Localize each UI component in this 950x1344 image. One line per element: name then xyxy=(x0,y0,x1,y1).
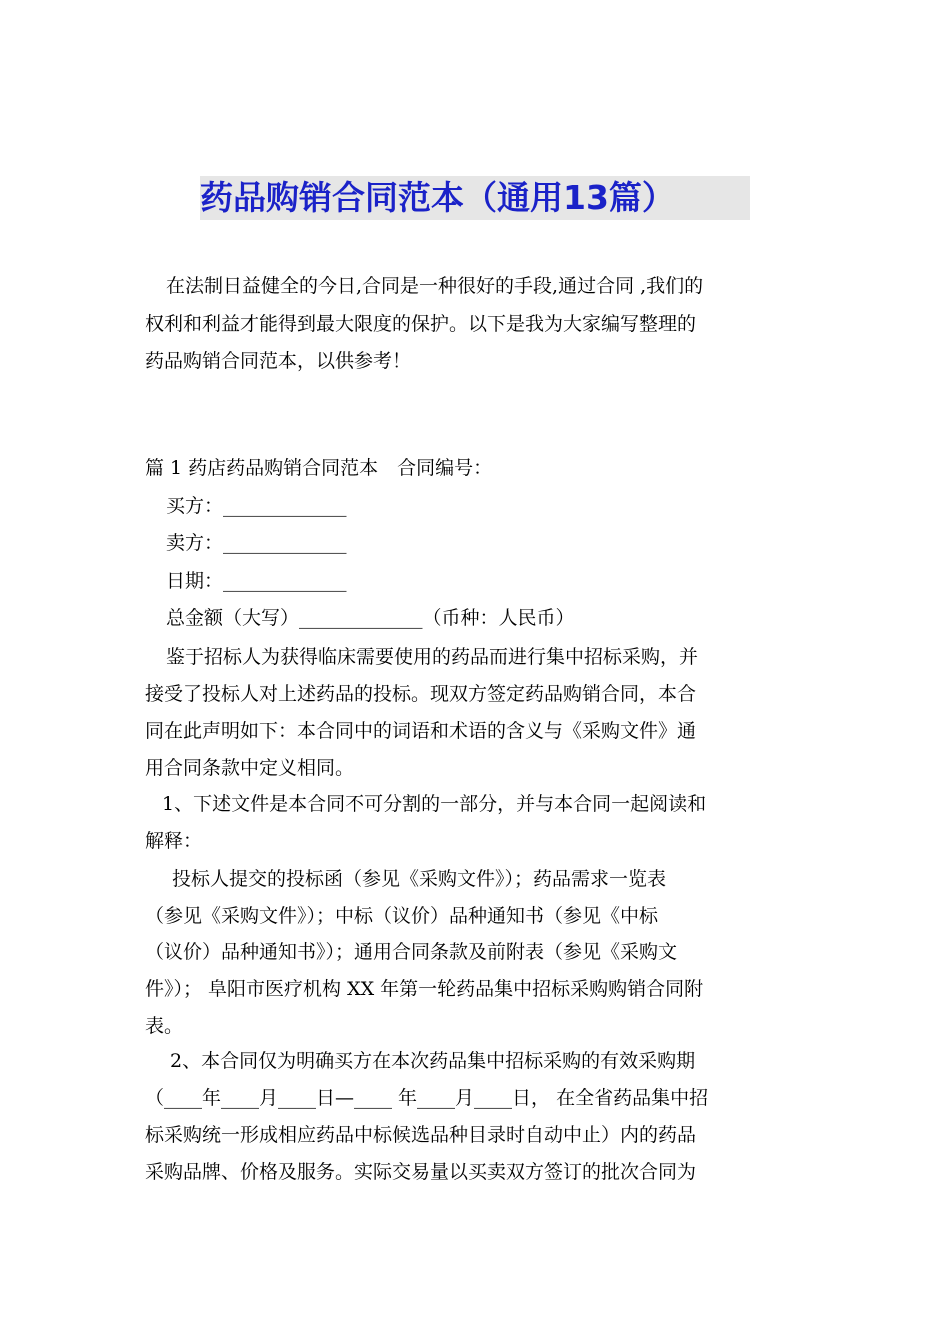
clause-1-list-line: 件》）； 阜阳市医疗机构 XX 年第一轮药品集中招标采购购销合同附 xyxy=(145,978,704,1000)
clause-2-line: 标采购统一形成相应药品中标候选品种目录时自动中止）内的药品 xyxy=(145,1124,697,1146)
clause-1-line: 解释： xyxy=(145,830,203,852)
clause-1-list-line: 表。 xyxy=(145,1015,184,1037)
date-field: 日期：_____________ xyxy=(166,570,347,592)
preamble-line: 接受了投标人对上述药品的投标。现双方签定药品购销合同，本合 xyxy=(145,683,697,705)
preamble-line: 同在此声明如下：本合同中的词语和术语的含义与《采购文件》通 xyxy=(145,720,697,742)
seller-field: 卖方：_____________ xyxy=(166,532,347,554)
amount-field: 总金额（大写）_____________（币种：人民币） xyxy=(166,607,575,629)
clause-1-list-line: （议价）品种通知书》）；通用合同条款及前附表（参见《采购文 xyxy=(145,941,678,963)
intro-line: 在法制日益健全的今日,合同是一种很好的手段,通过合同 ,我们的 xyxy=(166,275,704,297)
clause-1-list-line: 投标人提交的投标函（参见《采购文件》）；药品需求一览表 xyxy=(172,868,667,890)
clause-2-line: 采购品牌、价格及服务。实际交易量以买卖双方签订的批次合同为 xyxy=(145,1161,697,1183)
clause-2-line: 2、本合同仅为明确买方在本次药品集中招标采购的有效采购期 xyxy=(170,1050,696,1072)
buyer-field: 买方：_____________ xyxy=(166,495,347,517)
document-title: 药品购销合同范本（通用13篇） xyxy=(200,176,750,220)
clause-1-line: 1、下述文件是本合同不可分割的一部分，并与本合同一起阅读和 xyxy=(162,793,707,815)
preamble-line: 鉴于招标人为获得临床需要使用的药品而进行集中招标采购，并 xyxy=(166,646,699,668)
intro-line: 权利和利益才能得到最大限度的保护。以下是我为大家编写整理的 xyxy=(145,313,697,335)
clause-2-line: （____年____月____日—____ 年____月____日， 在全省药品集中招 xyxy=(145,1087,709,1109)
section-heading: 篇 1 药店药品购销合同范本 合同编号： xyxy=(145,457,493,479)
intro-line: 药品购销合同范本，以供参考！ xyxy=(145,350,412,372)
clause-1-list-line: （参见《采购文件》）；中标（议价）品种通知书（参见《中标 xyxy=(145,905,659,927)
preamble-line: 用合同条款中定义相同。 xyxy=(145,757,355,779)
